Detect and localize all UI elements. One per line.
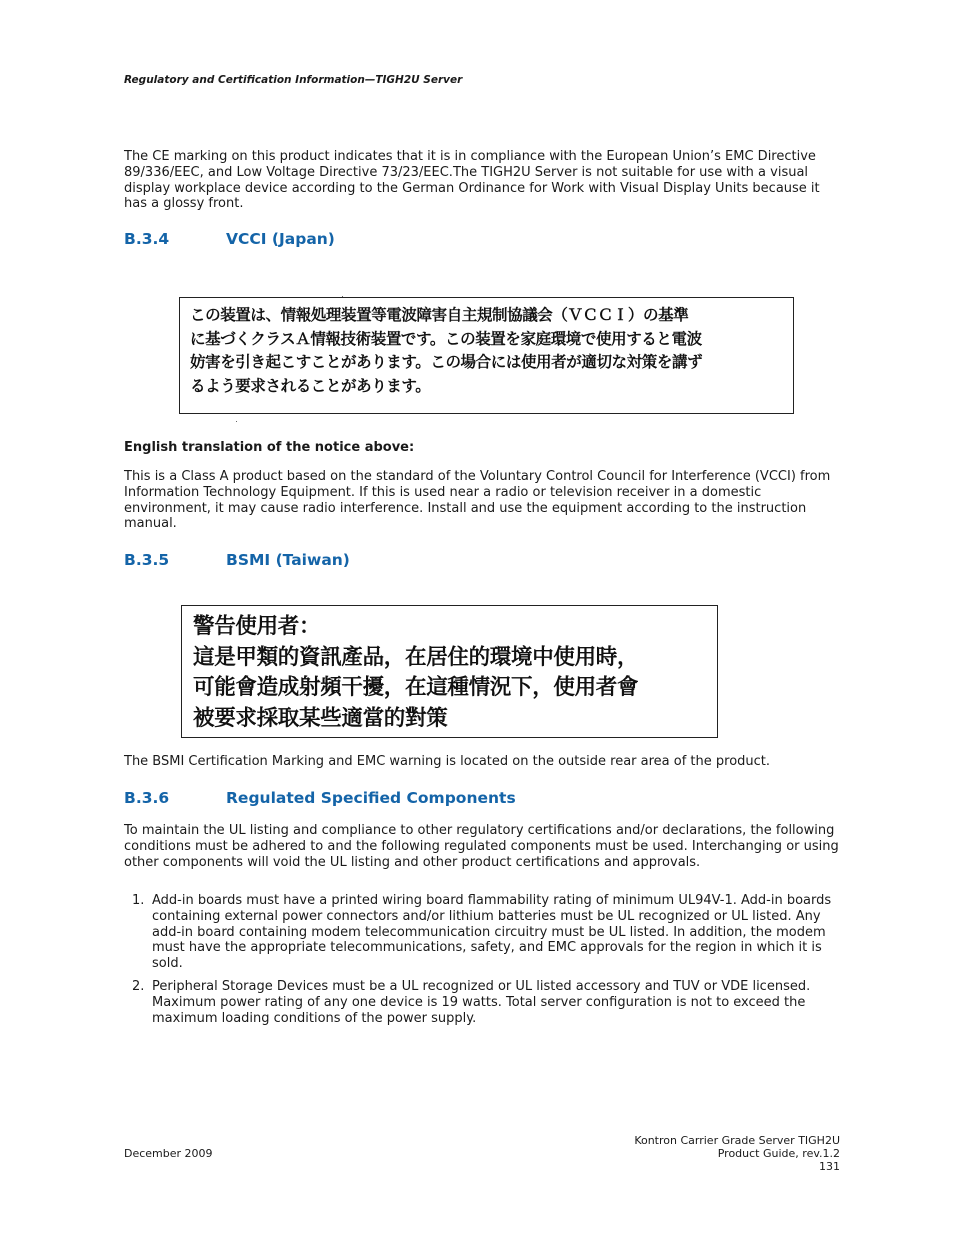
components-list <box>124 893 840 1034</box>
vcci-notice-line: に基づくクラスＡ情報技術装置です。この装置を家庭環境で使用すると電波 <box>190 328 702 348</box>
list-item <box>124 979 840 1026</box>
bsmi-notice-line: 可能會造成射頻干擾，在這種情況下，使用者會 <box>193 675 639 700</box>
section-title: Regulated Specified Components <box>226 789 516 807</box>
vcci-notice-line: この装置は、情報処理装置等電波障害自主規制協議会（ＶＣＣＩ）の基準 <box>190 305 689 324</box>
section-title: VCCI (Japan) <box>226 230 335 248</box>
section-number: B.3.4 <box>124 230 170 248</box>
page-number: 131 <box>819 1160 840 1173</box>
section-heading-vcci <box>124 230 335 248</box>
vcci-notice-line: 妨害を引き起こすことがあります。この場合には使用者が適切な対策を講ず <box>190 352 703 371</box>
footer-product-name: Kontron Carrier Grade Server TIGH2U <box>634 1134 840 1147</box>
list-item-text: Peripheral Storage Devices must be a UL recognized or UL listed accessory and TUV or VDE licensed. Maximum power rating of any one device is 19 watts. Total server configuration is not to exceed the maximum loading conditions of the power supply. <box>152 979 811 1027</box>
footer-product-info <box>634 1134 840 1173</box>
bsmi-notice-line: 這是甲類的資訊產品，在居住的環境中使用時， <box>193 644 639 670</box>
bsmi-notice-line: 被要求採取某些適當的對策 <box>193 705 448 731</box>
vcci-notice-line: るよう要求されることがあります。 <box>190 375 431 395</box>
section-number: B.3.6 <box>124 789 170 807</box>
section-heading-components <box>124 789 516 807</box>
list-item <box>124 893 840 972</box>
list-item-number: 2. <box>132 979 145 995</box>
translation-heading: English translation of the notice above: <box>124 440 415 455</box>
list-item-number: 1. <box>132 893 145 908</box>
bsmi-notice-image <box>181 605 718 738</box>
footer-date: December 2009 <box>124 1147 213 1160</box>
vcci-notice-image <box>179 297 794 414</box>
bsmi-note-paragraph: The BSMI Certification Marking and EMC warning is located on the outside rear area of the product. <box>124 754 771 769</box>
ce-marking-paragraph: The CE marking on this product indicates that it is in compliance with the European Union’s EMC Directive 89/336/EEC, and Low Voltage Directive 73/23/EEC.The TIGH2U Server is not suitable for use with a visual display workplace device according to the German Ordinance for Work with Visual Display Units because it has a glossy front. <box>124 149 820 212</box>
section-heading-bsmi <box>124 551 350 569</box>
list-item-text: Add-in boards must have a printed wiring board flammability rating of minimum UL94V-1. Add-in boards containing external power connectors and/or lithium batteries must be UL recognized or UL listed. Any add-in board containing modem telecommunication circuitry must be UL listed. In addition, the modem must have the appropriate telecommunications, safety, and EMC approvals for the region in which it is sold. <box>152 893 832 972</box>
section-title: BSMI (Taiwan) <box>226 551 350 569</box>
running-header: Regulatory and Certification Information—TIGH2U Server <box>124 74 463 86</box>
vcci-translation-paragraph: This is a Class A product based on the standard of the Voluntary Control Council for Interference (VCCI) from Information Technology Equipment. If this is used near a radio or television receiver in a domestic environment, it may cause radio interference. Install and use the equipment according to the instruction manual. <box>124 469 831 532</box>
bsmi-notice-line: 警告使用者： <box>193 614 321 639</box>
footer-guide-revision: Product Guide, rev.1.2 <box>717 1147 840 1160</box>
components-intro-paragraph: To maintain the UL listing and compliance to other regulatory certifications and/or declarations, the following conditions must be adhered to and the following regulated components must be used. Interchanging or using other components will void the UL listing and other product certifications and approvals. <box>124 823 839 870</box>
section-number: B.3.5 <box>124 551 170 569</box>
